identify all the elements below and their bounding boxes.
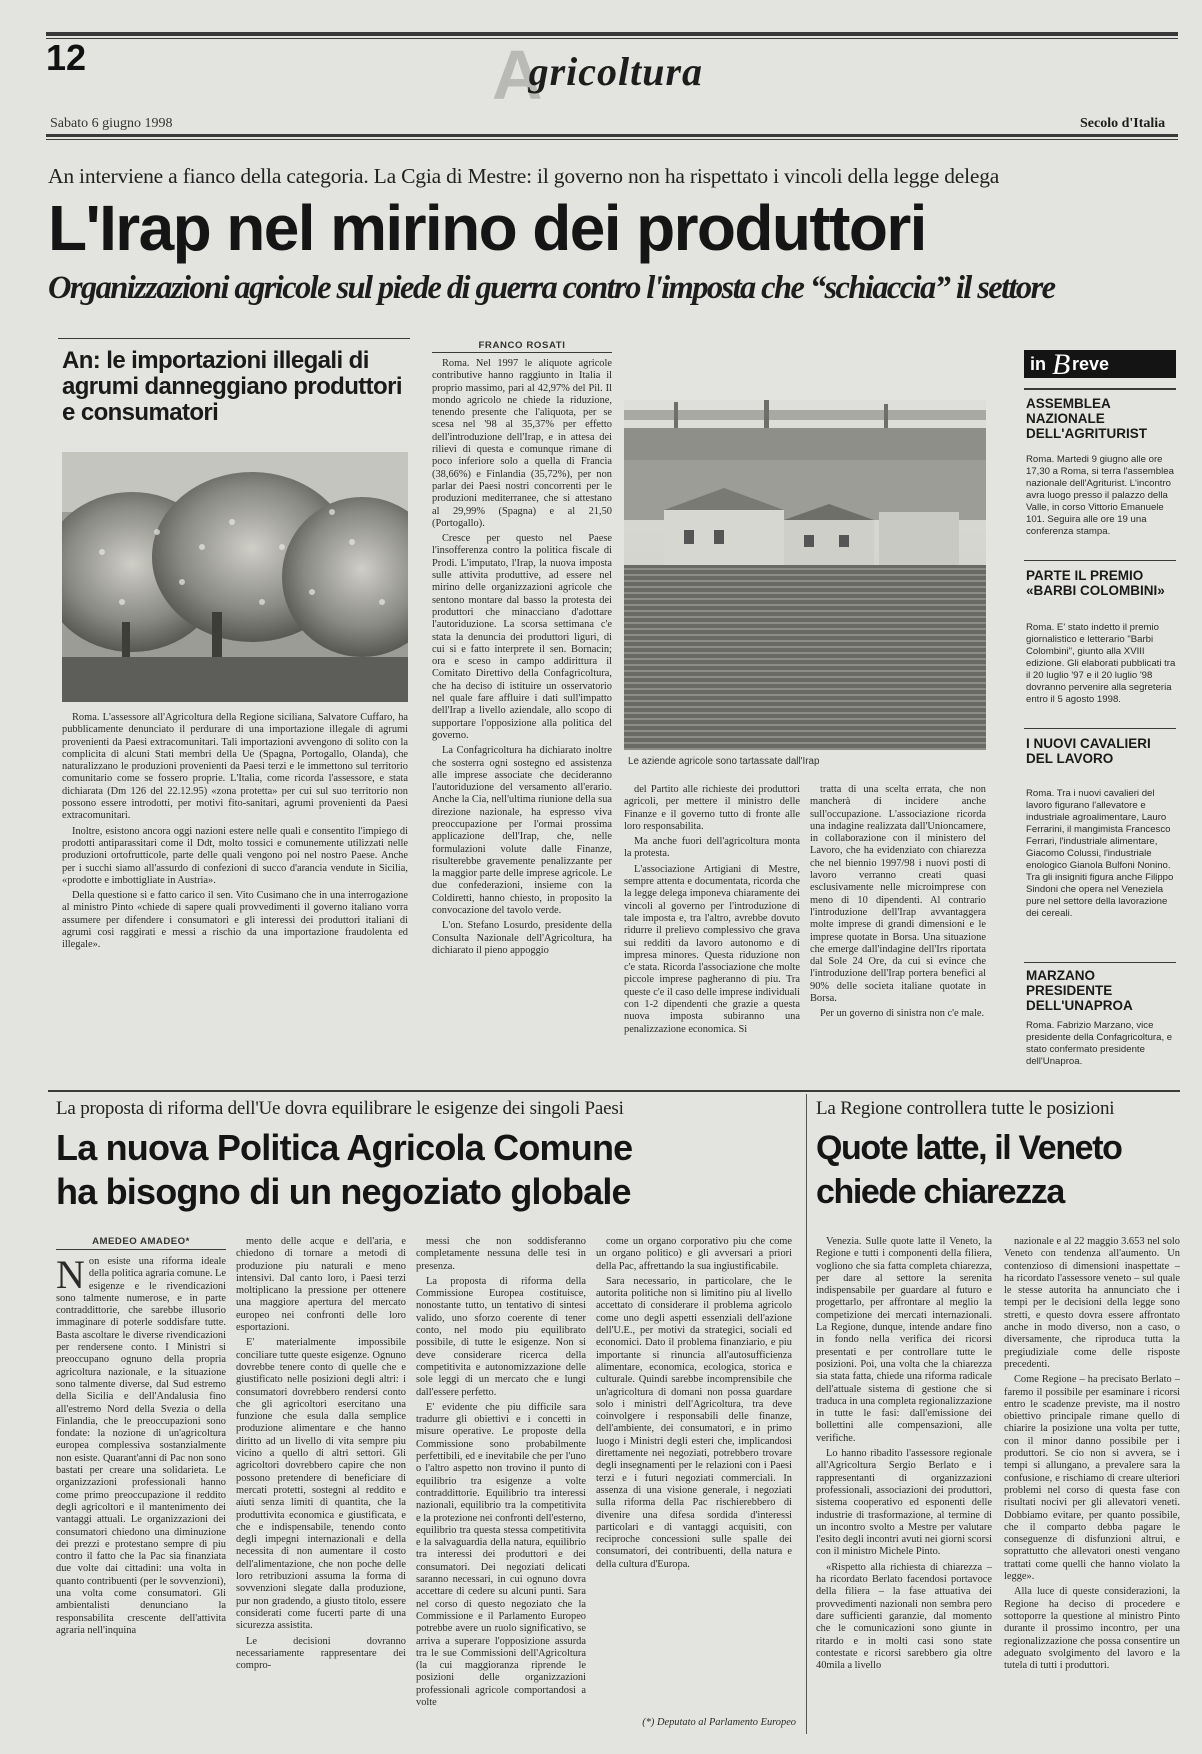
page-number: 12 bbox=[46, 37, 87, 78]
side-story-top-rule bbox=[58, 338, 410, 339]
veneto-col1: Venezia. Sulle quote latte il Veneto, la Regione e tutti i componenti della filiera, vogliono che sia fatta completa chiarezza, per dare al settore la serenita indispensabile per guardare al futuro e progettarlo, per affrontare al meglio la competizione dei mercati internazionali. La Regione, dunque, intende andare fino in fondo nella verifica dei ricorsi presentati e per controllare tutte le posizioni. Poi, una volta che la chiarezza sia stata fatta, chiede una riforma radicale dell'attuale sistema di gestione che si traduca in una completa regionalizzazione in tutte le fasi: dall'emissione dei bollettini alle compensazioni, alle verifiche. Lo hanno ribadito l'assessore regionale all'Agricoltura Sergio Berlato e i rappresentanti di organizzazioni professionali, associazioni dei produttori, sistema cooperativo ed esponenti delle industrie di trasformazione, al termine di un incontro svolto a Mestre per valutare l'esito degli incontri avuti nei giorni scorsi con il ministro Michele Pinto. «Rispetto alla richiesta di chiarezza – ha ricordato Berlato facendosi portavoce della filiera – la fase attuativa dei provvedimenti nazionali non sembra pero dare sufficienti garanzie, dal momento che le comunicazioni sono giunte in ritardo e in molti casi sono state contestate e ricorsi sarebbero gia oltre 40mila a livello bbox=[816, 1236, 992, 1672]
pac-col1 bbox=[56, 1256, 226, 1730]
in-breve-rule bbox=[1024, 388, 1176, 390]
main-story-col1: Roma. Nel 1997 le aliquote agricole contributive hanno raggiunto in Italia il proprio massimo, pari al 42,97% del Pil. Il mondo agricolo ne chiede la riduzione, tenendo presente che l'aliquota, per se scesa nel '98 al 35,37% per effetto dell'introduzione dell'Irap, e in attesa dei rilievi di questa e comunque rimane di poco inferiore solo a quella di Francia (38,66%) e Finlandia (35,72%), per non parlar dei Paesi nostri concorrenti per le produzioni mediterranee, che si attestano al 29,99% (Spagna) e al 21,50 (Portogallo). Cresce per questo nel Paese l'insofferenza contro la politica fiscale di Prodi. L'imputato, l'Irap, la nuova imposta sulle attivita produttive, ad essere nel mirino delle organizzazioni agricole che sentono montare dal basso la protesta dei produttori che minacciano d'adottare l'autoriduzione. La scorsa settimana c'e stata la denuncia dei produttori liguri, di cui si e fatto interprete il sen. Bornacin; ora e sceso in campo addirittura il Comitato Direttivo della Confagricoltura, che ha deciso di istituire un osservatorio nel quale fare affluire i dati sull'impatto dell'Irap a livello aziendale, allo scopo di supportare l'opposizione alla politica del governo. La Confagricoltura ha dichiarato inoltre che sosterra ogni sostegno ed assistenza alle imprese associate che decideranno l'autoriduzione del versamento all'erario. Anche la Cia, nell'ultima riunione della sua direzione nazionale, ha espresso viva preoccupazione per l'ormai prossima applicazione dell'Irap, che, nelle formulazioni volute dalle Finanze, risulterebbe gravemente penalizzante per la maggior parte delle imprese agricole. Le due confederazioni, insieme con la Coldiretti, hanno chiesto, in proposito la convocazione del tavolo verde. L'on. Stefano Losurdo, presidente della Consulta Nazionale dell'Agricoltura, ha dichiarato il pieno appoggio bbox=[432, 358, 612, 956]
pac-footnote: (*) Deputato al Parlamento Europeo bbox=[642, 1717, 796, 1728]
veneto-kicker: La Regione controllera tutte le posizioni bbox=[816, 1098, 1115, 1119]
byline-rule bbox=[432, 352, 612, 353]
brief-divider-2 bbox=[1024, 728, 1176, 729]
pac-byline: AMEDEO AMADEO* bbox=[92, 1236, 190, 1247]
in-breve-badge bbox=[1024, 348, 1176, 381]
brief-title-cavalieri: I NUOVI CAVALIERI DEL LAVORO bbox=[1026, 736, 1151, 766]
column-divider bbox=[806, 1094, 807, 1734]
main-byline: FRANCO ROSATI bbox=[478, 340, 566, 351]
side-story-text: Roma. L'assessore all'Agricoltura della Regione siciliana, Salvatore Cuffaro, ha pubblicamente denunciato il perdurare di una importazione illegale di agrumi provenienti da Paesi extracomunitari. Tali importazioni avvengono di solito con la complicita di alcuni Stati membri della Ue (Spagna, Portogallo, Olanda), che naturalizzano le produzioni provenienti da Paesi terzi e le immettono sul territorio comunitario come se fossero proprie. L'Italia, come ricorda l'assessore, e stata dichiarata (Dm 126 del 22.12.95) «zona protetta» per cui sul suo territorio non possono essere introdotti, per motivi fito-sanitari, agrumi provenienti da Paesi extracomunitari. Inoltre, esistono ancora oggi nazioni estere nelle quali e consentito l'impiego di prodotti antiparassitari come il Ddt, molto tossici e comunemente utilizzati nelle produzioni ortofrutticole, parte delle quali vengono poi nel nostro Paese. Anche per i succhi siamo all'assurdo di confezioni di succo d'arancia vendute in Sicilia, «prodotte e imbottigliate in Austria». Della questione si e fatto carico il sen. Vito Cusimano che in una interrogazione al ministro Pinto «chiede di sapere quali provvedimenti il governo italiano vorra assumere per difendere i consumatori e gli interessi dei produttori italiani di agrumi cosi raggirati e messi a rischio da una importazione fraudolenta ed illegale». bbox=[62, 712, 408, 951]
pac-headline-2: ha bisogno di un negoziato globale bbox=[56, 1171, 631, 1212]
section-title-text: gricoltura bbox=[528, 49, 704, 94]
issue-date: Sabato 6 giugno 1998 bbox=[50, 116, 173, 131]
brief-text-cavalieri: Roma. Tra i nuovi cavalieri del lavoro figurano l'allevatore e industriale agroalimentare, Lauro Ferrarini, il mangimista Francesco Ferrari, l'industriale alimentare, Giacomo Colussi, l'industriale enologico Gianola Bulfoni Nonino. Tra gli insigniti figura anche Filippo Sindoni che opera nel Veneziela pure nel settore della lavorazione dei cereali. bbox=[1026, 788, 1174, 919]
in-breve-badge-in: in bbox=[1030, 354, 1046, 374]
photo-caption: Le aziende agricole sono tartassate dall'Irap bbox=[628, 756, 820, 767]
newspaper-name: Secolo d'Italia bbox=[1080, 116, 1166, 131]
pac-byline-rule bbox=[56, 1249, 226, 1250]
veneto-headline-1: Quote latte, il Veneto bbox=[816, 1129, 1122, 1167]
pac-col1-text: on esiste una riforma ideale della politica agraria comune. Le esigenze e le rivendicazioni sono talmente numerose, e in parte contraddittorie, che sarebbe illusorio immaginare di poterle soddisfare tutte. Basta ascoltare le diverse rivendicazioni per rendersene conto. I Ministri si preoccupano ognuno della propria agricoltura nazionale, e la situazione sono talmente diverse, dal Sud estremo della Sicilia e dell'Andalusia fino all'estremo Nord della Svezia o della Finlandia, che le preoccupazioni sono fondate: la nozione di un'agricoltura europea complessiva sostanzialmente non esiste. Quarant'anni di Pac non sono bastati per creare una solidarieta. Le organizzazioni professionali hanno come primo preoccupazione il reddito degli agricoltori e il mantenimento dei vantaggi attuali. Le organizzazioni dei consumatori chiedono una diminuzione dei prezzi e protestano sempre di piu contro il fatto che la Pac sia finanziata due volte dai cittadini: una volta in quanto contribuenti (per le sovvenzioni), una volta come consumatori. Gli ambientalisti denunciano la responsabilita crescente dell'attivita agraria nell'inquina bbox=[56, 1256, 226, 1636]
top-rule-thin bbox=[46, 38, 1178, 39]
citrus-orchard-photo bbox=[62, 452, 408, 702]
section-title-initial: A bbox=[492, 36, 543, 114]
main-kicker: An interviene a fianco della categoria. La Cgia di Mestre: il governo non ha rispettato i vincoli della legge delega bbox=[48, 164, 1000, 188]
farm-photo bbox=[624, 400, 986, 750]
pac-headline-1: La nuova Politica Agricola Comune bbox=[56, 1127, 633, 1168]
brief-text-premio: Roma. E' stato indetto il premio giornalistico e letterario "Barbi Colombini", giunto alla XVIII edizione. Gli elaborati pubblicati tra il 20 luglio '97 e il 20 luglio '98 dovranno pervenire alla segreteria entro il 5 agosto 1998. bbox=[1026, 622, 1176, 705]
header-rule bbox=[46, 134, 1178, 137]
brief-text-marzano: Roma. Fabrizio Marzano, vice presidente della Confagricoltura, e stato confermato presidente dell'Unaproa. bbox=[1026, 1020, 1173, 1067]
veneto-headline-2: chiede chiarezza bbox=[816, 1173, 1064, 1211]
pac-col2: mento delle acque e dell'aria, e chiedono di tornare a metodi di produzione piu naturali e meno intensivi. Dal canto loro, i Paesi terzi moltiplicano la pressione per ottenere una maggiore apertura del mercato europeo nei confronti delle loro esportazioni. E' materialmente impossibile conciliare tutte queste esigenze. Ognuno dovrebbe tenere conto di quelle che e giustificato nelle posizioni degli altri: i consumatori dovrebbero rendersi conto che gli agricoltori esercitano una funzione che esula dalla semplice produzione alimentare e che hanno diritto ad un livello di vita sempre piu vicino a quello di altri settori. Gli agricoltori dovrebbero capire che non possono pretendere di beneficiare di mercati protetti, sostegni al reddito e aiuti senza limiti di quantita, che la produttivita economica e giustificata, e che e indispensabile, tenendo conto degli impegni internazionali e della necessita di non aumentare il costo dell'alimentazione, che non poche delle loro retribuzioni assuma la forma di sovvenzioni slegate dalla produzione, pur non gradendo, a giusto titolo, essere considerati come fucerti parte di una sicurezza assistita. Le decisioni dovranno necessariamente rappresentare dei compro- bbox=[236, 1236, 406, 1672]
pac-kicker: La proposta di riforma dell'Ue dovra equilibrare le esigenze dei singoli Paesi bbox=[56, 1098, 624, 1119]
main-story-col3: tratta di una scelta errata, che non mancherà di incidere anche sull'occupazione. L'associazione ricorda una indagine realizzata dall'Unioncamere, in collaborazione con il ministero del Lavoro, che ha evidenziato con chiarezza che nel biennio 1997/98 i nuovi posti di lavoro verranno creati quasi esclusivamente nelle microimprese con meno di 10 dipendenti. Al contrario l'introduzione dell'Irap avvantaggera molte imprese di grandi dimensioni e le imprese quotate in Borsa. Una situazione che emerge dall'indagine dell'Irs riportata dal Sole 24 Ore, da cui si evince che l'introduzione dell'Irap portera benefici al 90% delle societa italiane quotate in Borsa. Per un governo di sinistra non c'e male. bbox=[810, 784, 986, 1020]
section-title bbox=[492, 36, 717, 114]
veneto-col2: nazionale e al 22 maggio 3.653 nel solo Veneto con tendenza all'aumento. Un contenzioso di dimensioni inaspettate – ha ricordato l'assessore veneto – sul quale le stesse autorita ha annunciato che i tempi per le decisioni della legge sono stretti, e questo dovra essere affrontato anche in modo diverso, non a caso, o diversamente, che riproduca tutta la pregiudiziale come delle risposte precedenti. Come Regione – ha precisato Berlato – faremo il possibile per esaminare i ricorsi entro le scadenze previste, ma il nostro obiettivo principale rimane quello di chiarire la posizione una volta per tutte, con il minor danno possibile per i produttori. Se cio non si avvera, se i tempi si allungano, a prevalere sara la confusione, e rischiamo di creare ulteriori problemi nel corso di questa fase con risultati nocivi per gli allevatori veneti. Dobbiamo evitare, per quanto possibile, che il comparto debba pagare le conseguenze di disfunzioni altrui, e soprattutto che allevatori onesti vengano trattati come quelli che hanno violato la legge». Alla luce di queste considerazioni, la Regione ha deciso di procedere e sottoporre la questione al ministro Pinto durante il prossimo incontro, per una regionalizzazione che possa consentire un adeguato svolgimento del lavoro e la tutela di tutti i produttori. bbox=[1004, 1236, 1180, 1672]
farm-image bbox=[624, 400, 986, 750]
main-story-col2: del Partito alle richieste dei produttori agricoli, per mettere il ministro delle Finanze e il governo tutto di fronte alle loro responsabilita. Ma anche fuori dell'agricoltura monta la protesta. L'associazione Artigiani di Mestre, sempre attenta e documentata, ricorda che la legge delega imponeva chiaramente dei vincoli al governo per l'introduzione di tale imposta e, tra l'altro, avrebbe dovuto ridurre il prelievo complessivo che grava sui redditi da lavoro autonomo e di impresa minores. Questa riduzione non c'e stata. Ricorda l'associazione che molte piccole imprese pagheranno di piu. Tra queste c'e il caso delle imprese individuali con 1-2 dipendenti che grazie a questa nuova imposta subiranno una penalizzazione economica. Si bbox=[624, 784, 800, 1035]
brief-divider-3 bbox=[1024, 962, 1176, 963]
brief-title-assemblea: ASSEMBLEA NAZIONALE DELL'AGRITURIST bbox=[1026, 396, 1147, 441]
pac-col3: messi che non soddisferanno completamente nessuna delle tesi in presenza. La proposta di riforma della Commissione Europea costituisce, nonostante tutto, un tentativo di sintesi valido, uno sforzo coerente di tener conto, nel modo piu equilibrato possibile, di tutte le esigenze. Non si deve considerare ricerca della competitivita e autonomizzazione delle sole leggi di un mercato che e lungi dall'essere perfetto. E' evidente che piu difficile sara tradurre gli obiettivi e i concetti in misure operative. Le proposte della Commissione sono probabilmente perfettibili, ed e inevitabile che per l'uno o l'altro aspetto non trovino il punto di equilibrio tra esigenze a volte contraddittorie. Equilibrio tra interessi nazionali, equilibrio tra la competitivita e la protezione nei confronti dell'esterno, equilibrio tra questa stessa competitivita e la salvaguardia della natura, equilibrio tra interessi dei produttori e dei consumatori. Dei negoziati delicati saranno necessari, in cui ognuno dovra accettare di cedere su alcuni punti. Sara nel corso di questo negoziato che la Commissione e il Parlamento Europeo potrebbe avere un ruolo significativo, se arriva a superare l'opposizione assurda tra le sue Commissioni dell'Agricoltura (la cui maggioranza riprende le posizioni delle organizzazioni professionali agricole comportandosi a volte bbox=[416, 1236, 586, 1708]
pac-dropcap: N bbox=[56, 1256, 85, 1297]
brief-divider-1 bbox=[1024, 560, 1176, 561]
brief-title-marzano: MARZANO PRESIDENTE DELL'UNAPROA bbox=[1026, 968, 1133, 1013]
brief-title-premio: PARTE IL PREMIO «BARBI COLOMBINI» bbox=[1026, 568, 1165, 598]
main-headline: L'Irap nel mirino dei produttori bbox=[48, 192, 926, 264]
brief-text-assemblea: Roma. Martedi 9 giugno alle ore 17,30 a Roma, si terra l'assemblea nazionale dell'Agriturist. L'incontro avra luogo presso il palazzo della Valle, in corso Vittorio Emanuele 101. Seguira alle ore 19 una conferenza stampa. bbox=[1026, 454, 1174, 537]
main-subheadline: Organizzazioni agricole sul piede di guerra contro l'imposta che “schiaccia” il settore bbox=[48, 270, 1055, 306]
section-divider bbox=[48, 1090, 1180, 1092]
citrus-orchard-image bbox=[62, 452, 408, 702]
side-story-headline: An: le importazioni illegali di agrumi danneggiano produttori e consumatori bbox=[62, 347, 402, 426]
in-breve-badge-rest: reve bbox=[1072, 354, 1110, 374]
header-rule-thin bbox=[46, 139, 1178, 140]
top-rule bbox=[46, 32, 1178, 36]
in-breve-badge-b: B bbox=[1052, 348, 1071, 381]
pac-col4: come un organo corporativo piu che come un organo politico) e gli avversari a priori della Pac, affrettando la sua ingiustificabile. Sara necessario, in particolare, che le autorita politiche non si limitino piu al livello accettato di considerare il problema agricolo come uno degli aspetti essenziali dell'azione dell'U.E., per motivi da strategici, sociali ed economici. Dato il problema finanziario, e piu importante si rinuncia all'autosufficienza alimentare, economica, ecologica, storica e culturale. Quindi sarebbe incomprensibile che un'agricoltura di domani non possa guardare solo i ministri dell'Agricoltura, tra deve coinvolgere i responsabili delle finanze, dell'ambiente, dei consumatori, e in primo luogo i Ministri degli esteri che, implicandosi direttamente nei negoziati, potrebbero trovare degli insegnamenti per le relazioni con i Paesi terzi e i futuri negoziati commerciali. In assenza di una visione generale, i negoziati sulla riforma della Pac rischierebbero di divenire una difesa sordida d'interessi particolari e di vantaggi acquisiti, con reciproche concessioni sulle spalle dei consumatori, dei contribuenti, della natura e della cultura d'Europa. bbox=[596, 1236, 792, 1570]
